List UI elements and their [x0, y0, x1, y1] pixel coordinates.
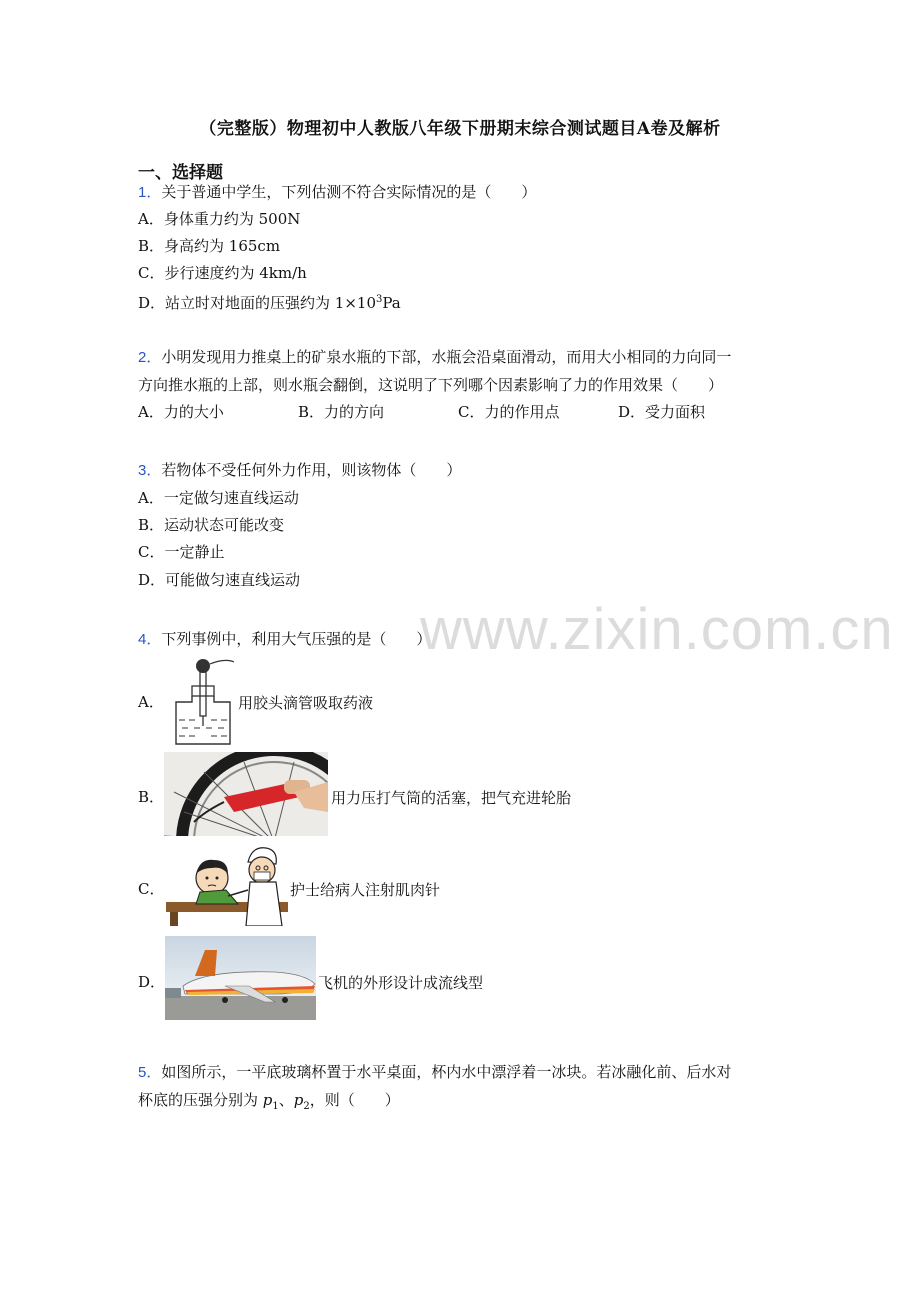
- question-4-option-b-letter: B．: [138, 788, 165, 806]
- question-4-option-b-text: 用力压打气筒的活塞，把气充进轮胎: [331, 789, 572, 807]
- question-1-option-a: A．身体重力约为 500N: [138, 210, 301, 228]
- question-2-option-c: C．力的作用点: [458, 403, 560, 421]
- question-3-option-d: D．可能做匀速直线运动: [138, 571, 301, 589]
- question-4-stem: 4．下列事例中，利用大气压强的是（ ）: [138, 630, 432, 648]
- question-3-option-b: B．运动状态可能改变: [138, 516, 285, 534]
- watermark: www.zixin.com.cn: [420, 597, 894, 662]
- question-1-option-c: C．步行速度约为 4km/h: [138, 264, 307, 282]
- section-heading: 一、选择题: [138, 163, 223, 183]
- question-number: 5．: [138, 1064, 162, 1081]
- question-2-stem-line2: 方向推水瓶的上部，则水瓶会翻倒，这说明了下列哪个因素影响了力的作用效果（ ）: [138, 376, 724, 394]
- question-4-option-c-text: 护士给病人注射肌肉针: [290, 881, 441, 899]
- question-4-option-a-letter: A．: [138, 693, 164, 711]
- question-2-option-d: D．受力面积: [618, 403, 706, 421]
- dropper-illustration: [170, 656, 236, 746]
- question-1-stem: 1．关于普通中学生，下列估测不符合实际情况的是（ ）: [138, 183, 537, 201]
- question-number: 2．: [138, 349, 162, 366]
- question-1-option-b: B．身高约为 165cm: [138, 237, 281, 255]
- question-4-option-a-text: 用胶头滴管吸取药液: [238, 694, 374, 712]
- question-2-option-a: A．力的大小: [138, 403, 224, 421]
- airplane-photo: [165, 936, 316, 1020]
- question-5-stem-line1: 5．如图所示，一平底玻璃杯置于水平桌面，杯内水中漂浮着一冰块。若冰融化前、后水对: [138, 1063, 732, 1081]
- question-4-option-d-text: 飞机的外形设计成流线型: [318, 974, 484, 992]
- question-number: 3．: [138, 462, 162, 479]
- question-4-option-c-letter: C．: [138, 880, 165, 898]
- bicycle-pump-photo: [164, 752, 328, 836]
- question-5-stem-line2: 杯底的压强分别为 $p_1$、$p_2$，则（ ）: [138, 1091, 400, 1112]
- question-3-option-a: A．一定做匀速直线运动: [138, 489, 299, 507]
- question-3-option-c: C．一定静止: [138, 543, 225, 561]
- question-2-stem-line1: 2．小明发现用力推桌上的矿泉水瓶的下部，水瓶会沿桌面滑动，而用大小相同的力向同一: [138, 348, 732, 366]
- question-2-option-b: B．力的方向: [298, 403, 385, 421]
- question-4-option-d-letter: D．: [138, 973, 166, 991]
- question-number: 4．: [138, 631, 162, 648]
- nurse-injection-cartoon: [166, 840, 288, 926]
- question-1-option-d: D．站立时对地面的压强约为 $1\times 10^3Pa$: [138, 294, 401, 312]
- question-3-stem: 3．若物体不受任何外力作用，则该物体（ ）: [138, 461, 462, 479]
- question-2-options: [138, 402, 705, 422]
- question-number: 1．: [138, 184, 162, 201]
- document-title: （完整版）物理初中人教版八年级下册期末综合测试题目A卷及解析: [199, 119, 721, 139]
